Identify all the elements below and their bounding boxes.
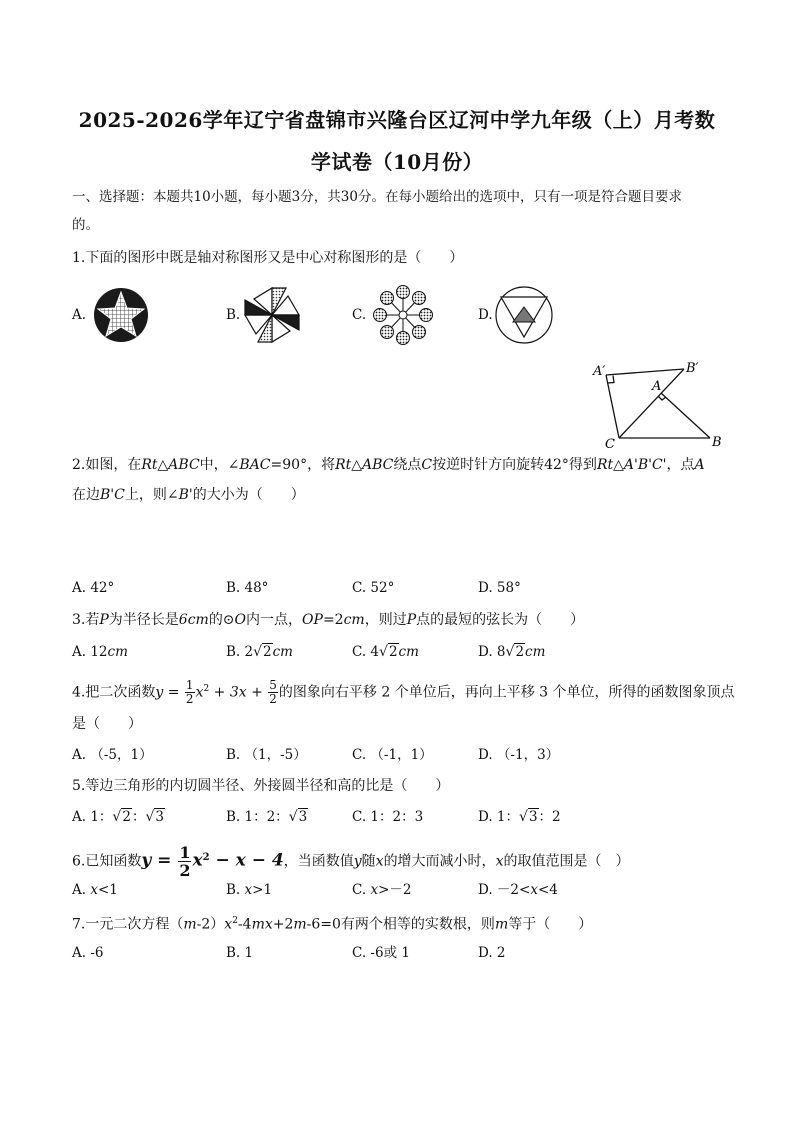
q4-option-c: C. （-1，1） xyxy=(352,747,433,763)
question-2-stem-line1 xyxy=(72,456,705,474)
radicand: 2 xyxy=(263,644,272,660)
q3-math: O xyxy=(234,612,247,628)
question-4-stem-line1 xyxy=(72,674,735,708)
q2-text: ，点 xyxy=(666,457,695,473)
q6-text: 的增大而减小时， xyxy=(383,853,496,870)
q6-math: x xyxy=(530,882,538,898)
exam-title-line2: 学试卷（10月份） xyxy=(310,150,484,174)
fraction xyxy=(178,844,191,879)
q3-option-b-coef: B. 2 xyxy=(226,644,254,660)
q6-text: B. xyxy=(226,882,245,898)
q5-option-d xyxy=(478,808,561,826)
label-b-prime: B′ xyxy=(686,361,699,376)
unit: cm xyxy=(525,644,546,660)
q6-text: 6.已知函数 xyxy=(72,853,142,870)
sqrt-icon: √2 xyxy=(505,644,525,660)
q3-text: 内一点， xyxy=(246,612,303,628)
q7-math: x xyxy=(224,916,233,933)
q4-text: 4.把二次函数 xyxy=(72,684,156,701)
q6-option-c xyxy=(352,881,411,899)
exponent: 2 xyxy=(203,684,210,694)
q3-option-d xyxy=(478,643,545,661)
question-2-stem-line2 xyxy=(72,486,305,504)
q5-text: A. 1： xyxy=(72,809,113,825)
q6-math: x xyxy=(375,853,384,870)
q2-text: =90°，将 xyxy=(270,457,336,473)
q2-math: A xyxy=(694,457,705,473)
q3-text: 的⊙ xyxy=(208,612,235,628)
q6-option-d xyxy=(478,881,558,899)
q4-option-b: B. （1，-5） xyxy=(226,747,307,763)
q7-math: mx xyxy=(251,916,273,933)
q5-text: B. 1：2： xyxy=(226,809,289,825)
numerator: 1 xyxy=(179,843,191,863)
q5-text: ：2 xyxy=(538,809,561,825)
q3-option-c-coef: C. 4 xyxy=(352,644,380,660)
q7-text: 7.一元二次方程（ xyxy=(72,916,184,933)
q3-math: 6cm xyxy=(178,612,209,628)
q1-option-b-label: B. xyxy=(226,307,241,323)
q2-math: B' xyxy=(178,487,193,503)
q6-text: C. xyxy=(352,882,371,898)
fraction xyxy=(268,679,278,706)
q6-text: >1 xyxy=(252,882,273,898)
q3-text: ，则过 xyxy=(364,612,407,628)
pinwheel-icon xyxy=(242,284,302,346)
question-6-stem xyxy=(72,842,629,879)
star-in-circle-icon xyxy=(92,286,150,344)
q7-option-a: A. -6 xyxy=(72,945,104,961)
q7-option-c: C. -6或 1 xyxy=(352,945,410,961)
radicand: 2 xyxy=(122,809,131,825)
q2-text: 绕点 xyxy=(393,457,422,473)
q3-math: P xyxy=(99,612,109,628)
fraction xyxy=(185,679,195,706)
q2-option-a: A. 42° xyxy=(72,580,115,596)
question-4-stem-line2: 是（ ） xyxy=(72,716,142,732)
q2-text: 按逆时针方向旋转42°得到 xyxy=(432,457,597,473)
q7-text: -2） xyxy=(196,916,225,933)
q1-option-d-label: D. xyxy=(478,307,493,323)
q2-option-d: D. 58° xyxy=(478,580,521,596)
triangle-in-circle-icon xyxy=(494,284,554,346)
q3-text: 为半径长是 xyxy=(108,612,179,628)
q6-math: x xyxy=(192,850,203,871)
unit: cm xyxy=(272,644,293,660)
sqrt-icon: √2 xyxy=(253,644,272,660)
denominator: 2 xyxy=(269,692,277,707)
q6-text: D. －2< xyxy=(478,882,531,898)
denominator: 2 xyxy=(185,692,194,707)
q7-text: -6=0有两个相等的实数根，则 xyxy=(306,916,495,933)
q6-text: 随 xyxy=(361,853,376,870)
q2-text: 的大小为（ ） xyxy=(192,487,305,503)
radicand: 3 xyxy=(155,809,164,825)
q7-text: 等于（ ） xyxy=(508,916,593,933)
q3-option-a xyxy=(72,643,128,661)
q6-math: x xyxy=(90,882,98,898)
sqrt-icon: √3 xyxy=(288,809,308,825)
numerator: 5 xyxy=(269,678,277,693)
exponent: 2 xyxy=(202,852,210,863)
q6-text: <4 xyxy=(537,882,558,898)
exponent: 2 xyxy=(232,916,238,926)
q5-option-b xyxy=(226,808,308,826)
unit: cm xyxy=(398,644,419,660)
section-instruction-line1: 一、选择题：本题共10小题，每小题3分，共30分。在每小题给出的选项中，只有一项是符合题目要求 xyxy=(72,189,682,205)
q4-option-d: D. （-1，3） xyxy=(478,747,560,763)
q2-math: C xyxy=(421,457,433,473)
q4-math: = xyxy=(163,684,184,701)
q6-math: = xyxy=(151,850,178,871)
q5-option-c: C. 1：2：3 xyxy=(352,809,424,825)
q4-text: 的图象向右平移 2 个单位后，再向上平移 3 个单位，所得的函数图象顶点 xyxy=(278,684,735,701)
sqrt-icon: √2 xyxy=(379,644,398,660)
flower-of-circles-icon xyxy=(372,284,434,346)
q6-math: y xyxy=(353,853,362,870)
q2-rotation-figure xyxy=(586,358,726,450)
q5-option-a xyxy=(72,808,165,826)
q6-math: x xyxy=(244,882,253,898)
q1-option-a-label: A. xyxy=(72,307,87,323)
section-instruction-line2: 的。 xyxy=(72,217,99,233)
exam-title-line1: 2025-2026学年辽宁省盘锦市兴隆台区辽河中学九年级（上）月考数 xyxy=(78,108,716,132)
q3-text: 3.若 xyxy=(72,612,100,628)
q2-math: Rt△ABC xyxy=(335,457,394,473)
q3-text: =2 xyxy=(322,612,344,628)
q6-math: x xyxy=(495,853,504,870)
q6-text: <1 xyxy=(97,882,118,898)
q2-math: Rt△ABC xyxy=(141,457,200,473)
q2-text: 在边 xyxy=(72,487,100,503)
sqrt-icon: √3 xyxy=(519,809,538,825)
q7-math: m xyxy=(183,916,197,933)
q7-option-b: B. 1 xyxy=(226,945,254,961)
q4-math: y xyxy=(155,684,164,701)
question-3-stem xyxy=(72,611,584,629)
q6-math: y xyxy=(141,850,152,871)
label-a: A xyxy=(652,379,662,394)
q2-math: BAC xyxy=(239,457,271,473)
q2-text: 2.如图，在 xyxy=(72,457,142,473)
sqrt-icon: √2 xyxy=(112,809,131,825)
q2-math: Rt△A'B'C' xyxy=(596,457,667,473)
q6-math: x xyxy=(370,882,379,898)
q3-option-a-value: A. 12 xyxy=(72,644,108,660)
q3-option-c xyxy=(352,643,419,661)
q3-option-d-coef: D. 8 xyxy=(478,644,506,660)
q2-option-b: B. 48° xyxy=(226,580,269,596)
q4-math: x xyxy=(195,684,204,701)
q6-math: − x − 4 xyxy=(209,850,284,871)
radicand: 2 xyxy=(515,644,525,660)
q3-math: P xyxy=(406,612,417,628)
q2-text: 上，则∠ xyxy=(124,487,179,503)
q4-math: + 3x + xyxy=(209,684,268,701)
radicand: 3 xyxy=(528,809,538,825)
label-c: C xyxy=(605,437,615,450)
q7-text: -4 xyxy=(237,916,252,933)
q5-text: D. 1： xyxy=(478,809,520,825)
q3-text: 点的最短的弦长为（ ） xyxy=(416,612,585,628)
q6-text: ，当函数值 xyxy=(283,853,354,870)
question-5-stem: 5.等边三角形的内切圆半径、外接圆半径和高的比是（ ） xyxy=(72,778,450,794)
q3-math: OP xyxy=(302,612,323,628)
label-b: B xyxy=(712,435,722,450)
q6-option-b xyxy=(226,881,272,899)
label-a-prime: A′ xyxy=(593,364,606,379)
q4-option-a: A. （-5，1） xyxy=(72,747,153,763)
q3-option-a-unit: cm xyxy=(107,644,128,660)
question-1-stem: 1.下面的图形中既是轴对称图形又是中心对称图形的是（ ） xyxy=(72,250,464,266)
q7-math: m xyxy=(293,916,307,933)
q2-text: 中，∠ xyxy=(199,457,240,473)
q7-option-d: D. 2 xyxy=(478,945,506,961)
q2-math: B'C xyxy=(100,487,125,503)
q5-text: ： xyxy=(131,809,146,825)
q6-option-a xyxy=(72,881,118,899)
radicand: 3 xyxy=(298,809,308,825)
question-7-stem xyxy=(72,912,592,934)
q1-option-c-label: C. xyxy=(352,307,367,323)
q7-math: m xyxy=(494,916,509,933)
q2-option-c: C. 52° xyxy=(352,580,395,596)
denominator: 2 xyxy=(179,861,191,881)
q6-text: >－2 xyxy=(378,882,412,898)
q6-text: A. xyxy=(72,882,91,898)
q6-text: 的取值范围是（ ） xyxy=(503,853,630,870)
q3-option-b xyxy=(226,643,293,661)
sqrt-icon: √3 xyxy=(145,809,164,825)
numerator: 1 xyxy=(185,678,194,693)
radicand: 2 xyxy=(388,644,398,660)
q3-math: cm xyxy=(343,612,365,628)
q7-text: +2 xyxy=(272,916,294,933)
